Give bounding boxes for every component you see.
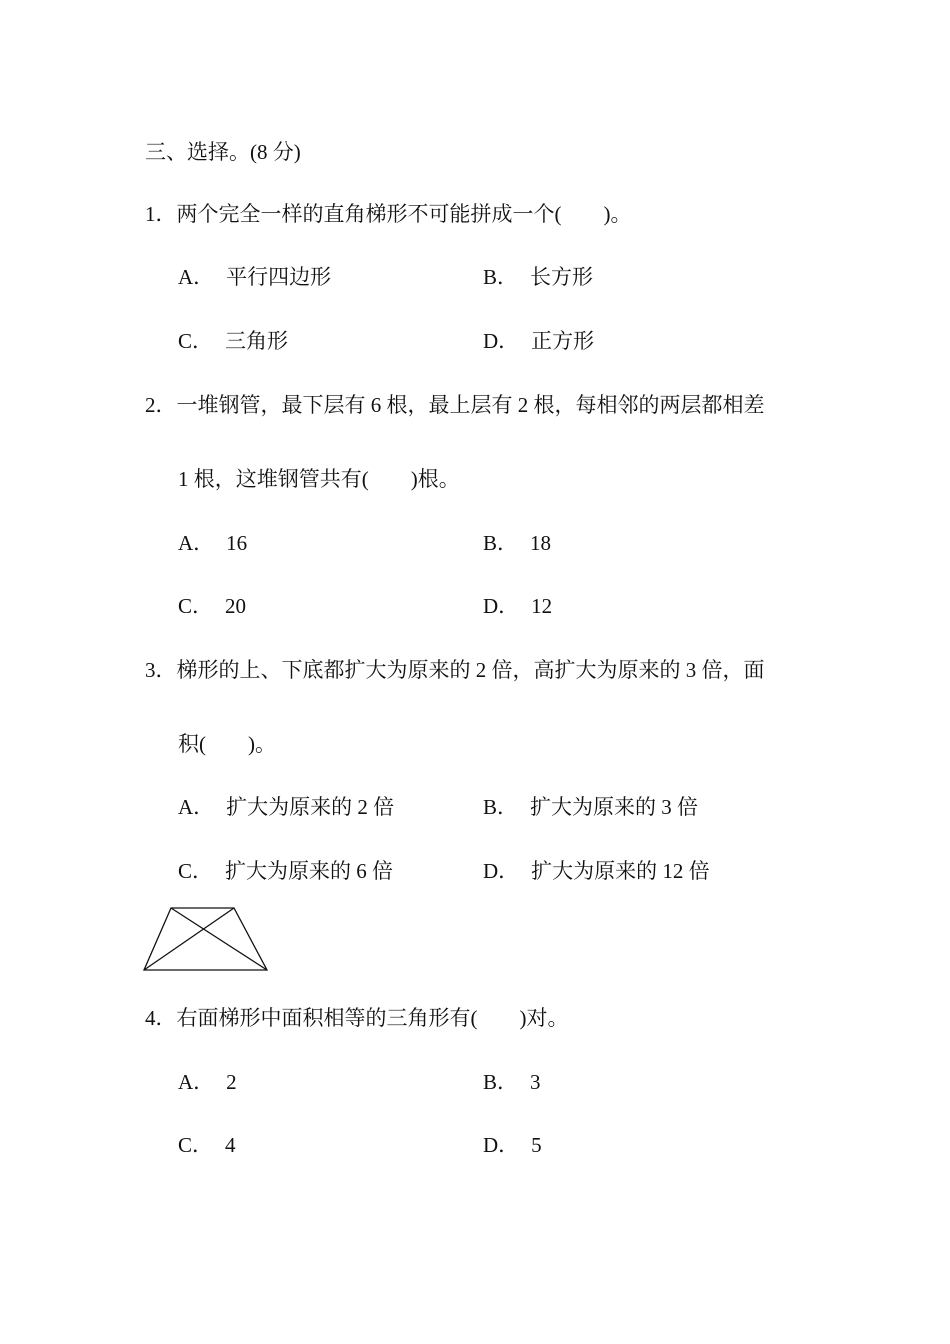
option-c[interactable]: C． 扩大为原来的 6 倍: [178, 859, 394, 883]
option-a[interactable]: A． 16: [178, 531, 248, 555]
option-c[interactable]: C． 20: [178, 594, 247, 618]
diagonal-line: [171, 908, 267, 970]
question-text: 一堆钢管，最下层有 6 根，最上层有 2 根，每相邻的两层都相差: [176, 393, 765, 417]
option-b[interactable]: B． 扩大为原来的 3 倍: [483, 795, 699, 819]
question-number: 4．: [145, 1006, 177, 1030]
option-d[interactable]: D． 正方形: [483, 329, 595, 353]
option-d[interactable]: D． 12: [483, 594, 553, 618]
question-text: 两个完全一样的直角梯形不可能拼成一个( )。: [176, 202, 632, 226]
question-number: 2．: [145, 393, 177, 417]
question-4: [145, 1004, 569, 1032]
trapezoid-outline: [144, 908, 267, 970]
option-a[interactable]: A． 平行四边形: [178, 265, 332, 289]
option-b[interactable]: B． 3: [483, 1070, 541, 1094]
option-d[interactable]: D． 5: [483, 1133, 542, 1157]
option-d[interactable]: D． 扩大为原来的 12 倍: [483, 859, 710, 883]
option-b[interactable]: B． 18: [483, 531, 552, 555]
question-text-continued: 1 根，这堆钢管共有( )根。: [178, 467, 460, 491]
question-3: [145, 656, 765, 684]
option-b[interactable]: B． 长方形: [483, 265, 594, 289]
question-text: 梯形的上、下底都扩大为原来的 2 倍，高扩大为原来的 3 倍，面: [176, 658, 765, 682]
trapezoid-diagram: [140, 903, 272, 975]
section-title: 三、选择。(8 分): [145, 140, 301, 164]
option-a[interactable]: A． 扩大为原来的 2 倍: [178, 795, 395, 819]
option-a[interactable]: A． 2: [178, 1070, 237, 1094]
question-1: [145, 200, 632, 228]
option-c[interactable]: C． 4: [178, 1133, 236, 1157]
question-number: 3．: [145, 658, 177, 682]
question-text-continued: 积( )。: [178, 732, 276, 756]
question-2: [145, 391, 765, 419]
option-c[interactable]: C． 三角形: [178, 329, 289, 353]
question-text: 右面梯形中面积相等的三角形有( )对。: [176, 1006, 569, 1030]
question-number: 1．: [145, 202, 177, 226]
